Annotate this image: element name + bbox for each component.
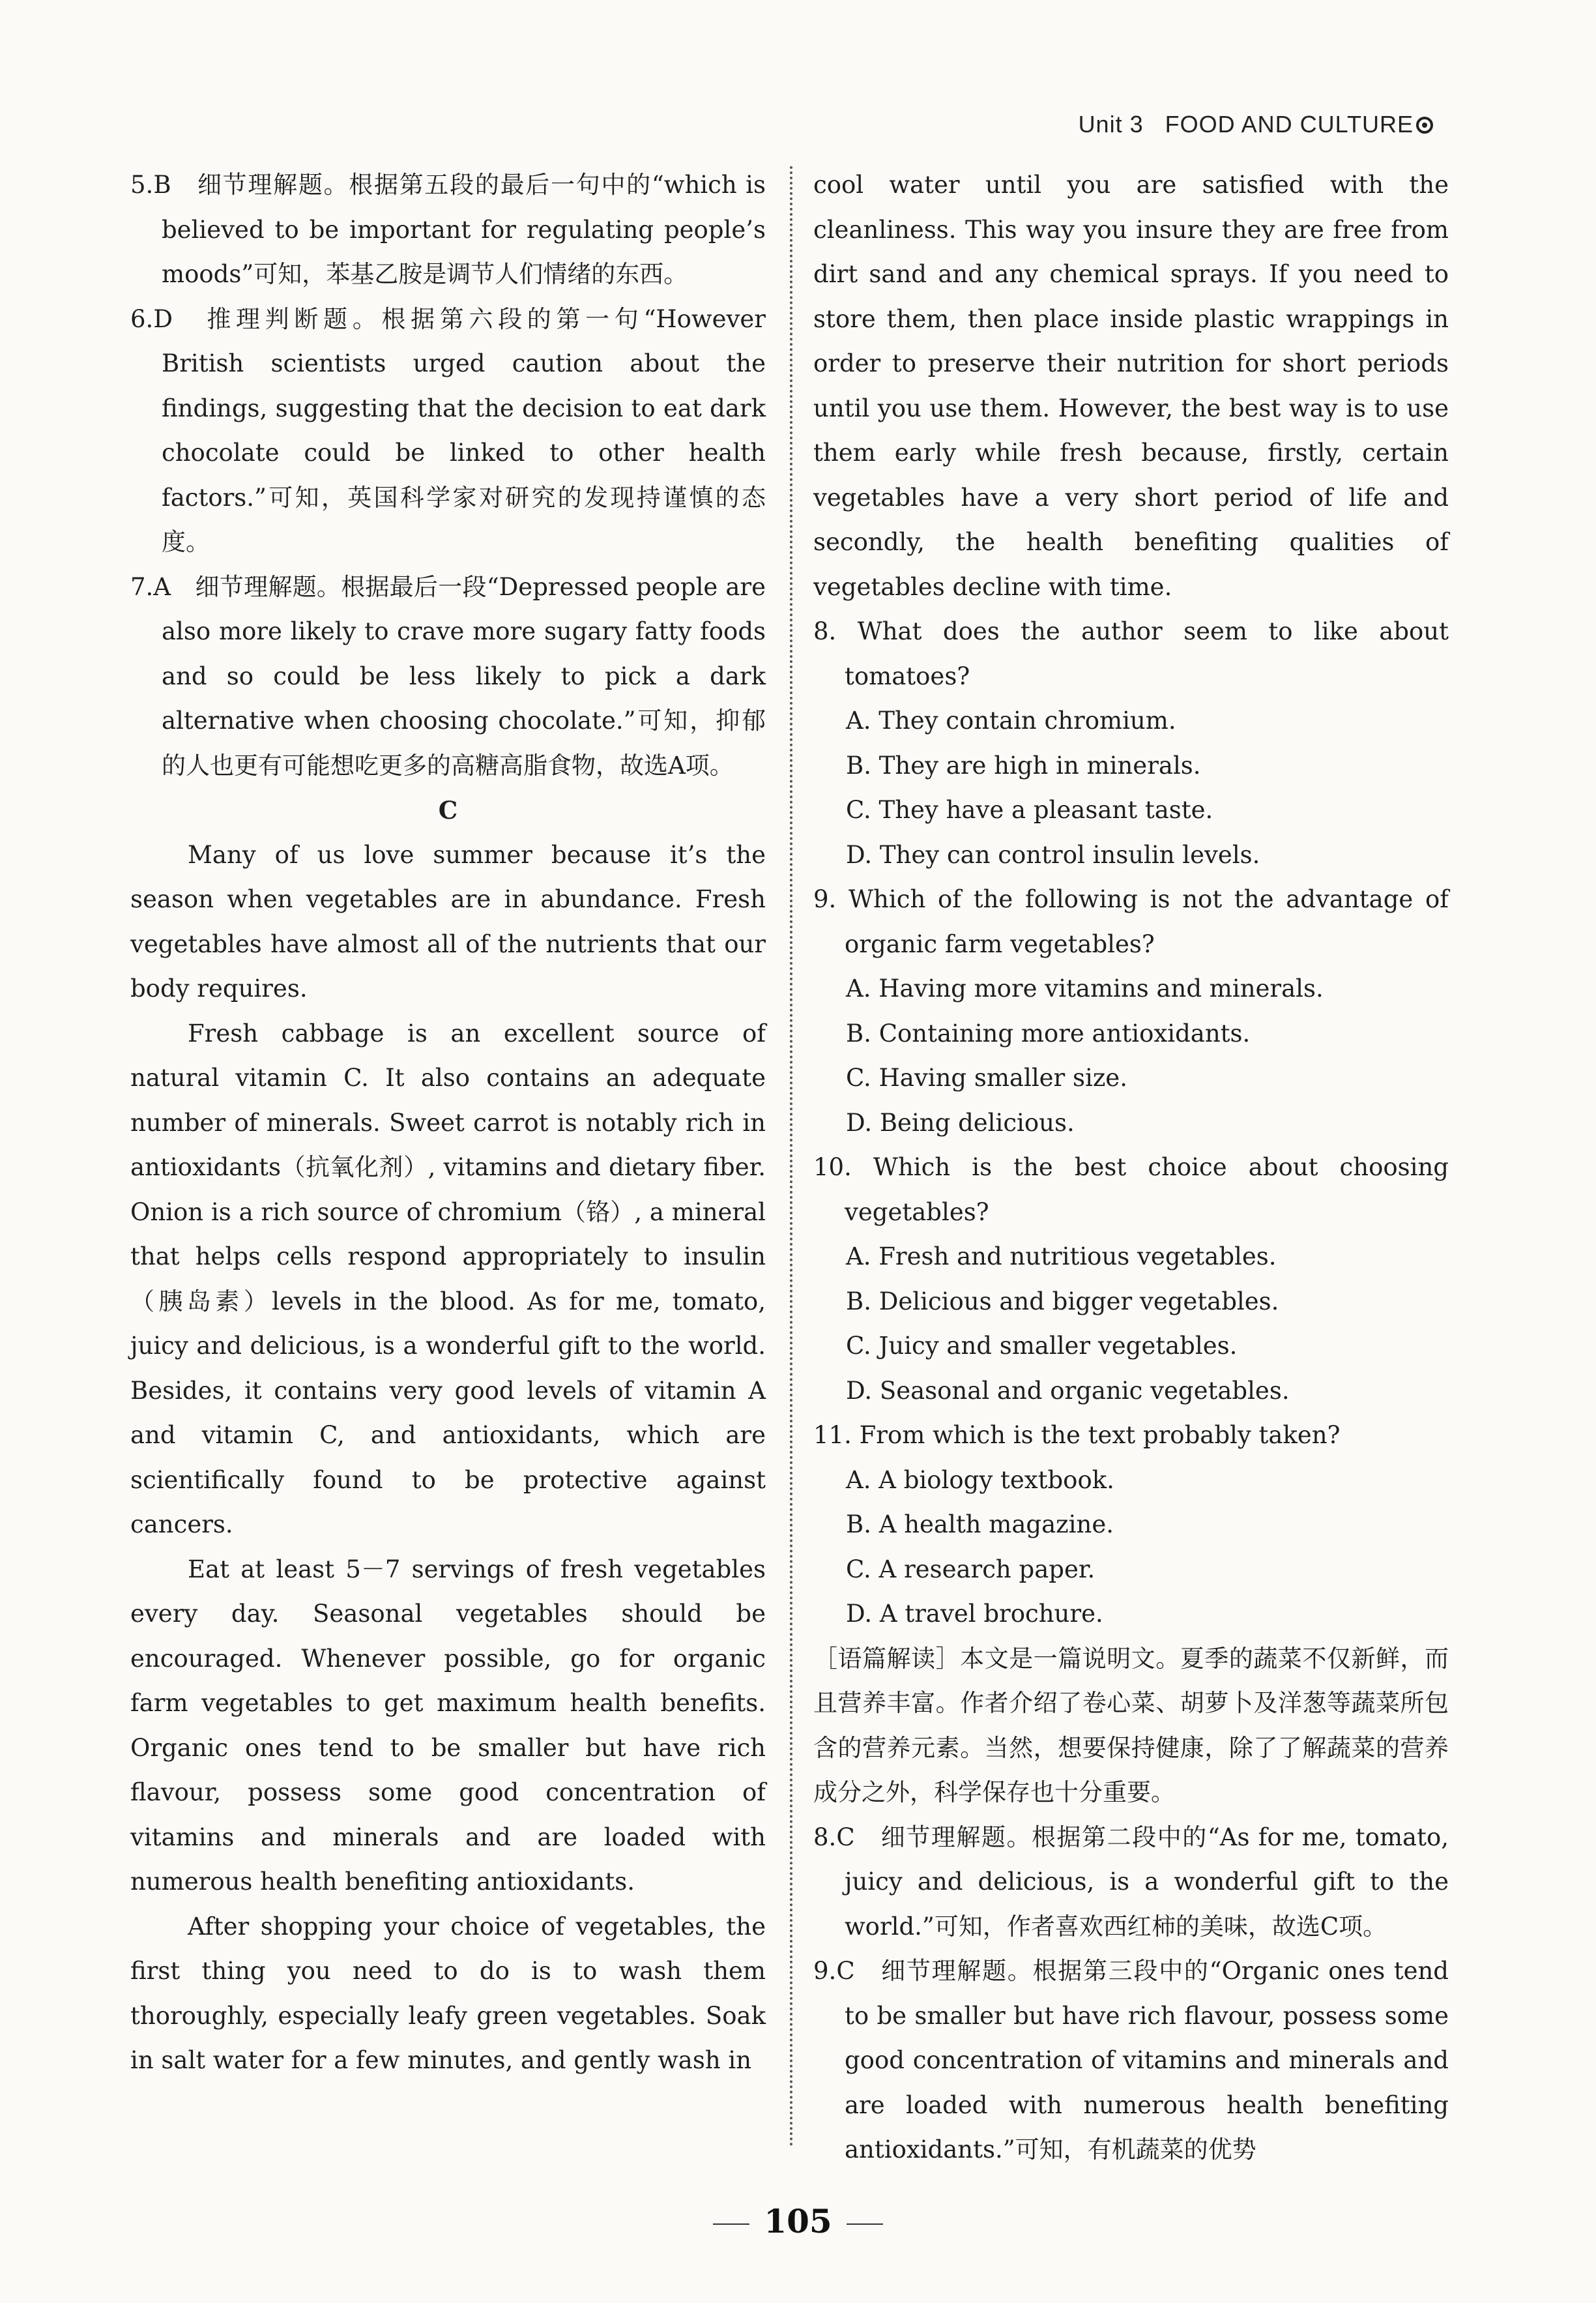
- question-option: A. They contain chromium.: [846, 707, 1176, 735]
- question-option: D. Seasonal and organic vegetables.: [846, 1376, 1290, 1405]
- column-divider: [790, 166, 792, 2148]
- passage-paragraph: Many of us love summer because it’s the season when vegetables are in abundance. Fresh vegetables have almost all of the nutrients that our body requires.: [130, 840, 766, 1003]
- passage-paragraph: Fresh cabbage is an excellent source of natural vitamin C. It also contains an adequate number of minerals. Sweet carrot is notably rich in antioxidants（抗氧化剂）, vitamins and dietary fiber. Onion is a rich source of chromium（铬）, a mineral that helps cells respond appropriately to insulin（胰岛素）levels in the blood. As for me, tomato, juicy and delicious, is a wonderful gift to the world. Besides, it contains very good levels of vitamin A and vitamin C, and antioxidants, which are scientifically found to be protective against cancers.: [130, 1019, 766, 1538]
- question-option: D. A travel brochure.: [846, 1600, 1103, 1628]
- bullet-icon: [1416, 117, 1433, 134]
- right-column: [813, 163, 1449, 2173]
- question-option: B. A health magazine.: [846, 1510, 1114, 1538]
- analysis-text: 本文是一篇说明文。夏季的蔬菜不仅新鲜，而且营养丰富。作者介绍了卷心菜、胡萝卜及洋葱等蔬菜所包含的营养元素。当然，想要保持健康，除了了解蔬菜的营养成分之外，科学保存也十分重要。: [813, 1644, 1449, 1806]
- answer-7: 7.A 细节理解题。根据最后一段“Depressed people are also more likely to crave more sugary fatty foods and so could be less likely to pick a dark alternative when choosing chocolate.”可知，抑郁的人也更有可能想吃更多的高糖高脂食物，故选A项。: [130, 572, 766, 780]
- question-option: B. Containing more antioxidants.: [846, 1019, 1251, 1048]
- question-stem: 10. Which is the best choice about choosing vegetables?: [813, 1153, 1449, 1226]
- answer-8: 8.C 细节理解题。根据第二段中的“As for me, tomato, juicy and delicious, is a wonderful gift to the world.”可知，作者喜欢西红柿的美味，故选C项。: [813, 1823, 1449, 1941]
- answer-9: 9.C 细节理解题。根据第三段中的“Organic ones tend to be smaller but have rich flavour, possess some good concentration of vitamins and minerals and are loaded with numerous health benefiting antioxidants.”可知，有机蔬菜的优势: [813, 1957, 1449, 2164]
- passage-paragraph: After shopping your choice of vegetables, the first thing you need to do is to wash them thoroughly, especially leafy green vegetables. Soak in salt water for a few minutes, and gently wash in: [130, 1912, 766, 2074]
- answer-5: 5.B 细节理解题。根据第五段的最后一句中的“which is believed to be important for regulating people’s moods”可知，苯基乙胺是调节人们情绪的东西。: [130, 171, 766, 288]
- passage-paragraph: Eat at least 5－7 servings of fresh vegetables every day. Seasonal vegetables should be encouraged. Whenever possible, go for organic farm vegetables to get maximum health benefits. Organic ones tend to be smaller but have rich flavour, possess some good concentration of vitamins and minerals and are loaded with numerous health benefiting antioxidants.: [130, 1555, 766, 1896]
- question-stem: 11. From which is the text probably taken?: [813, 1421, 1341, 1449]
- answer-6: 6.D 推理判断题。根据第六段的第一句“However British scientists urged caution about the findings, suggesting that the decision to eat dark chocolate could be linked to other health factors.”可知，英国科学家对研究的发现持谨慎的态度。: [130, 304, 766, 556]
- unit-title: FOOD AND CULTURE: [1165, 111, 1414, 138]
- question-option: C. They have a pleasant taste.: [846, 796, 1213, 824]
- left-column: [130, 163, 766, 2083]
- question-option: A. Having more vitamins and minerals.: [846, 975, 1324, 1003]
- analysis-tag: ［语篇解读］: [813, 1644, 961, 1673]
- question-option: C. Having smaller size.: [846, 1064, 1127, 1092]
- question-option: D. They can control insulin levels.: [846, 840, 1260, 869]
- page-number: 105: [0, 2202, 1596, 2240]
- question-option: D. Being delicious.: [846, 1108, 1075, 1137]
- question-option: B. Delicious and bigger vegetables.: [846, 1287, 1279, 1315]
- question-option: B. They are high in minerals.: [846, 751, 1201, 780]
- question-option: C. A research paper.: [846, 1555, 1095, 1583]
- discourse-analysis: [813, 1637, 1449, 1815]
- question-stem: 9. Which of the following is not the advantage of organic farm vegetables?: [813, 885, 1449, 958]
- question-stem: 8. What does the author seem to like about tomatoes?: [813, 617, 1449, 690]
- question-option: A. A biology textbook.: [846, 1465, 1114, 1494]
- question-option: C. Juicy and smaller vegetables.: [846, 1332, 1238, 1360]
- unit-label: Unit 3: [1078, 111, 1144, 138]
- section-heading: C: [438, 796, 458, 825]
- passage-continuation: cool water until you are satisfied with the cleanliness. This way you insure they are free from dirt sand and any chemical sprays. If you need to store them, then place inside plastic wrappings in order to preserve their nutrition for short periods until you use them. However, the best way is to use them early while fresh because, firstly, certain vegetables have a very short period of life and secondly, the health benefiting qualities of vegetables decline with time.: [813, 171, 1449, 601]
- question-option: A. Fresh and nutritious vegetables.: [846, 1242, 1277, 1270]
- page-header: [1079, 111, 1433, 138]
